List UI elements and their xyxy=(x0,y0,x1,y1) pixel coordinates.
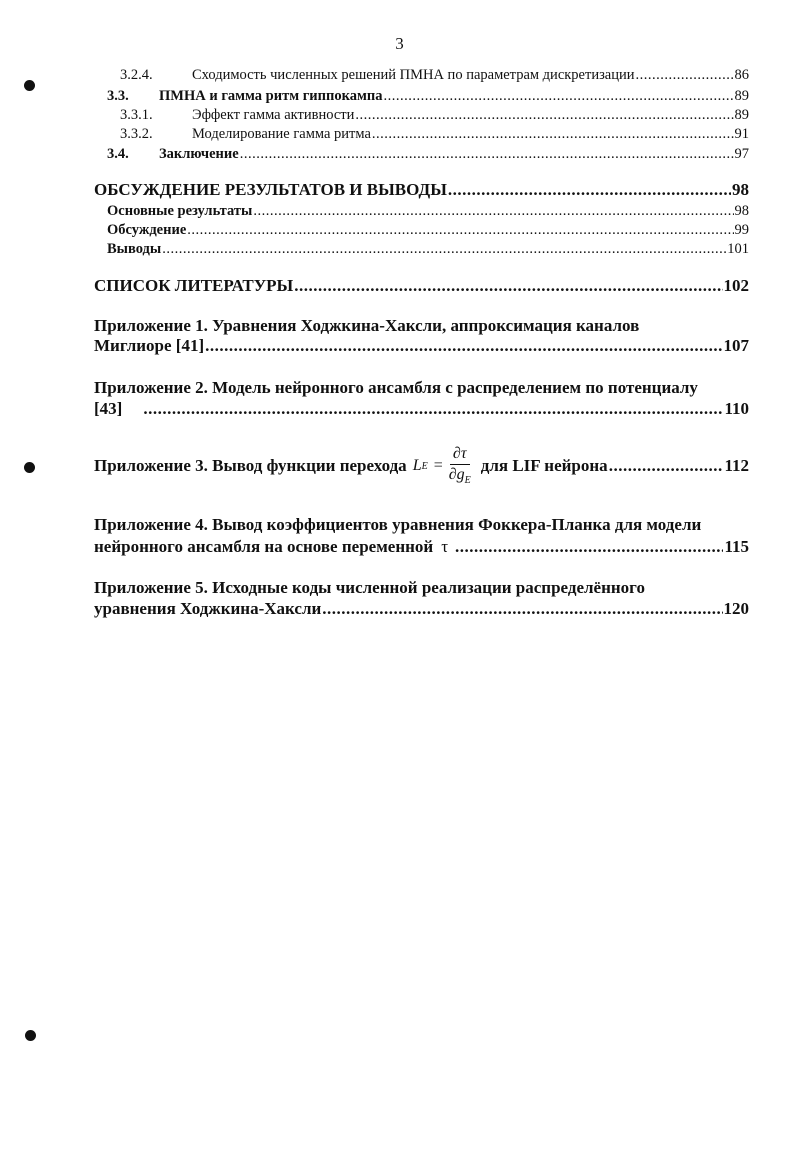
toc-entry-main-results[interactable] xyxy=(107,203,749,220)
toc-label: Основные результаты xyxy=(107,203,253,219)
toc-entry-discussion[interactable] xyxy=(94,180,749,200)
toc-number: 3.3.1. xyxy=(120,107,153,123)
tau-symbol: τ xyxy=(441,537,449,556)
formula-lhs: L xyxy=(412,457,422,474)
toc-page: 120 xyxy=(723,599,749,618)
toc-page: 110 xyxy=(724,399,749,418)
toc-entry-appendix-4-title[interactable]: Приложение 4. Вывод коэффициентов уравнения Фоккера-Планка для модели xyxy=(94,515,702,534)
toc-entry-appendix-1[interactable] xyxy=(94,336,749,356)
toc-leader xyxy=(253,203,733,220)
toc-entry-appendix-2[interactable] xyxy=(94,399,749,419)
toc-page: 97 xyxy=(734,146,749,162)
toc-leader xyxy=(322,599,722,619)
toc-entry-appendix-1-title[interactable]: Приложение 1. Уравнения Ходжкина-Хаксли, аппроксимация каналов xyxy=(94,316,640,335)
toc-label: СПИСОК ЛИТЕРАТУРЫ xyxy=(94,276,294,295)
toc-page: 101 xyxy=(727,241,749,257)
formula-numerator: ∂τ xyxy=(450,445,470,465)
toc-leader xyxy=(187,222,733,239)
toc-label: [43] xyxy=(94,399,123,418)
formula-equals: = xyxy=(433,457,443,474)
toc-label: нейронного ансамбля на основе переменной xyxy=(94,537,434,556)
toc-entry-appendix-5[interactable] xyxy=(94,599,749,619)
toc-label: Выводы xyxy=(107,241,162,257)
toc-page: 98 xyxy=(732,180,749,199)
toc-label: уравнения Ходжкина-Хаксли xyxy=(94,599,322,618)
toc-entry-literature[interactable] xyxy=(94,276,749,296)
toc-label: Миглиоре [41] xyxy=(94,336,205,355)
formula-fraction xyxy=(449,445,471,486)
toc-leader xyxy=(455,537,723,557)
formula-denominator-sub: E xyxy=(464,475,471,487)
toc-entry-3-3[interactable] xyxy=(107,88,749,105)
toc-leader xyxy=(636,67,734,84)
toc-number: 3.4. xyxy=(107,146,129,162)
toc-leader xyxy=(143,399,723,419)
toc-label: ПМНА и гамма ритм гиппокампа xyxy=(159,88,383,104)
toc-leader xyxy=(355,107,733,124)
toc-leader xyxy=(384,88,734,105)
transfer-function-formula xyxy=(413,445,471,486)
toc-leader xyxy=(240,146,734,163)
toc-number: 3.3. xyxy=(107,88,129,104)
formula-denominator xyxy=(449,465,471,486)
toc-label: Обсуждение xyxy=(107,222,187,238)
toc-entry-appendix-5-title[interactable]: Приложение 5. Исходные коды численной реализации распределённого xyxy=(94,578,645,597)
toc-page: 98 xyxy=(734,203,749,219)
toc-label: Сходимость численных решений ПМНА по параметрам дискретизации xyxy=(192,67,635,83)
toc-page: 102 xyxy=(723,276,749,295)
toc-entry-3-3-2[interactable] xyxy=(120,126,749,143)
page-number: 3 xyxy=(395,34,404,53)
toc-entry-appendix-3[interactable] xyxy=(94,444,749,488)
formula-lhs-sub: E xyxy=(421,460,428,472)
toc-entry-appendix-2-title[interactable]: Приложение 2. Модель нейронного ансамбля с распределением по потенциалу xyxy=(94,378,698,397)
toc-leader xyxy=(448,180,731,200)
toc-page: 91 xyxy=(734,126,749,142)
toc-entry-3-4[interactable] xyxy=(107,146,749,163)
toc-entry-obsuzhdenie[interactable] xyxy=(107,222,749,239)
toc-page: 89 xyxy=(734,88,749,104)
margin-bullet-3 xyxy=(25,1030,36,1041)
toc-page: 89 xyxy=(734,107,749,123)
toc-page: 99 xyxy=(734,222,749,238)
toc-entry-vyvody[interactable] xyxy=(107,241,749,258)
toc-leader xyxy=(372,126,734,143)
toc-label: ОБСУЖДЕНИЕ РЕЗУЛЬТАТОВ И ВЫВОДЫ xyxy=(94,180,447,199)
toc-page: 107 xyxy=(723,336,749,355)
toc-leader xyxy=(294,276,722,296)
toc-page: 112 xyxy=(724,456,749,475)
margin-bullet-1 xyxy=(24,80,35,91)
toc-leader xyxy=(162,241,726,258)
toc-label: Моделирование гамма ритма xyxy=(192,126,371,142)
toc-leader xyxy=(609,456,724,476)
toc-page: 86 xyxy=(734,67,749,83)
toc-label: Эффект гамма активности xyxy=(192,107,355,123)
toc-entry-appendix-4[interactable] xyxy=(94,537,749,557)
formula-denominator-var: ∂g xyxy=(448,466,465,484)
toc-label: Приложение 3. Вывод функции перехода xyxy=(94,456,407,475)
toc-number: 3.3.2. xyxy=(120,126,153,142)
toc-leader xyxy=(205,336,722,356)
toc-label: Заключение xyxy=(159,146,239,162)
toc-page: 115 xyxy=(724,537,749,556)
margin-bullet-2 xyxy=(24,462,35,473)
toc-number: 3.2.4. xyxy=(120,67,153,83)
toc-entry-3-3-1[interactable] xyxy=(120,107,749,124)
toc-entry-3-2-4[interactable] xyxy=(120,67,749,84)
toc-label-suffix: для LIF нейрона xyxy=(480,456,608,475)
